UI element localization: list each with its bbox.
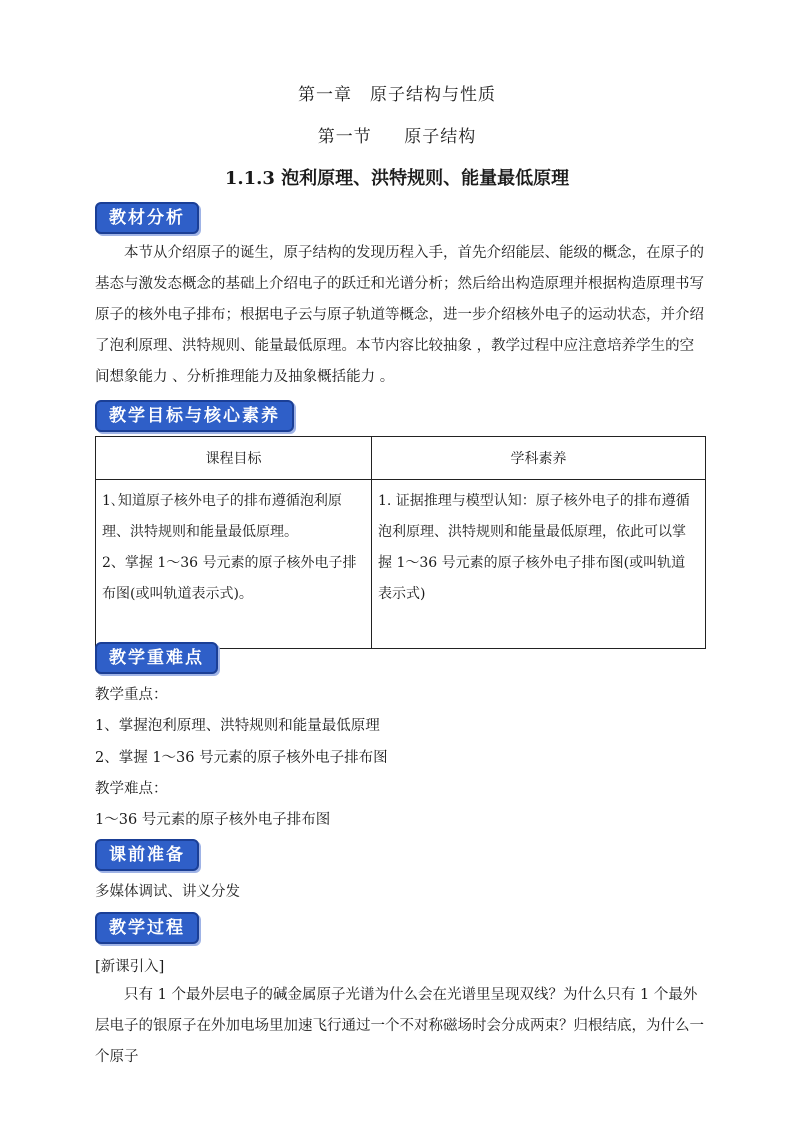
key-item-2: 2、掌握 1～36 号元素的原子核外电子排布图 <box>95 750 388 766</box>
goals-table <box>95 436 706 649</box>
section-title: 第一节 原子结构 <box>317 127 477 147</box>
goal-item-2: 2、掌握 1～36 号元素的原子核外电子排布图(或叫轨道表示式)。 <box>102 555 357 602</box>
badge-process: 教学过程 <box>95 912 199 944</box>
difficulty-item-1: 1～36 号元素的原子核外电子排布图 <box>95 812 331 828</box>
goal-item-1: 1､知道原子核外电子的排布遵循泡利原理、洪特规则和能量最低原理。 <box>102 493 342 540</box>
key-label: 教学重点： <box>95 687 168 703</box>
badge-goals: 教学目标与核心素养 <box>95 400 294 432</box>
prep-text: 多媒体调试、讲义分发 <box>95 884 240 900</box>
badge-prep: 课前准备 <box>95 839 199 871</box>
goals-literacy-cell: 1. 证据推理与模型认知：原子核外电子的排布遵循泡利原理、洪特规则和能量最低原理，依此可以掌握 1～36 号元素的原子核外电子排布图(或叫轨道表示式) <box>372 480 706 649</box>
process-paragraph: 只有 1 个最外层电子的碱金属原子光谱为什么会在光谱里呈现双线？为什么只有 1 个最外层电子的银原子在外加电场里加速飞行通过一个不对称磁场时会分成两束？归根结底，为什么一个原子 <box>95 987 704 1065</box>
goals-header-literacy: 学科素养 <box>372 437 706 480</box>
badge-analysis: 教材分析 <box>95 202 199 234</box>
badge-keypoints: 教学重难点 <box>95 642 218 674</box>
key-item-1: 1、掌握泡利原理、洪特规则和能量最低原理 <box>95 718 380 734</box>
difficulty-label: 教学难点： <box>95 781 168 797</box>
lesson-title: 1.1.3 泡利原理、洪特规则、能量最低原理 <box>224 168 570 189</box>
analysis-paragraph: 本节从介绍原子的诞生，原子结构的发现历程入手，首先介绍能层、能级的概念，在原子的基态与激发态概念的基础上介绍电子的跃迁和光谱分析；然后给出构造原理并根据构造原理书写原子的核外电子排布；根据电子云与原子轨道等概念，进一步介绍核外电子的运动状态，并介绍了泡利原理、洪特规则、能量最低原理。本节内容比较抽象 ，教学过程中应注意培养学生的空间想象能力 、分析推理能力及抽象概括能力 。 <box>95 245 704 385</box>
goals-header-course: 课程目标 <box>96 437 372 480</box>
chapter-title: 第一章 原子结构与性质 <box>298 85 496 105</box>
goals-course-cell <box>96 480 372 649</box>
intro-label: [新课引入] <box>95 959 165 975</box>
